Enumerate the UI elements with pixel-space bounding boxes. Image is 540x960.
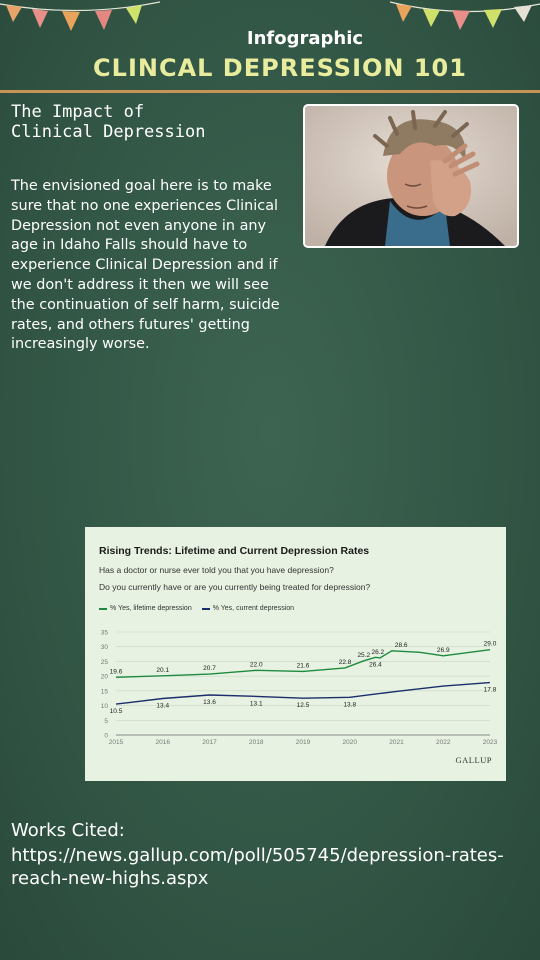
data-label: 25.2: [357, 651, 371, 659]
y-tick-label: 0: [104, 732, 108, 740]
section-title: The Impact of Clinical Depression: [11, 102, 206, 142]
x-tick-label: 2018: [249, 739, 264, 746]
legend-label-current: % Yes, current depression: [212, 605, 295, 612]
y-tick-label: 20: [100, 673, 108, 681]
data-label: 22.0: [249, 661, 263, 669]
x-tick-label: 2017: [202, 739, 217, 746]
x-tick-label: 2019: [295, 739, 311, 746]
x-tick-label: 2015: [108, 739, 124, 746]
data-label: 19.6: [109, 668, 123, 676]
data-label: 10.5: [109, 708, 123, 716]
data-label: 29.0: [483, 640, 497, 648]
y-tick-label: 25: [100, 658, 108, 666]
y-tick-label: 35: [100, 629, 108, 637]
y-tick-label: 5: [104, 717, 108, 725]
chart-question-2: Do you currently have or are you currently being treated for depression?: [99, 582, 371, 592]
data-label: 13.8: [343, 701, 357, 709]
x-tick-label: 2023: [482, 739, 498, 746]
data-label: 17.8: [483, 686, 497, 694]
data-label: 26.4: [369, 661, 382, 669]
page-title: CLINCAL DEPRESSION 101: [93, 54, 467, 82]
data-label: 22.8: [338, 658, 352, 666]
x-tick-label: 2022: [436, 739, 451, 746]
works-cited-url[interactable]: https://news.gallup.com/poll/505745/depression-rates-reach-new-highs.aspx: [11, 845, 504, 889]
chart-title: Rising Trends: Lifetime and Current Depression Rates: [99, 545, 370, 557]
legend-label-lifetime: % Yes, lifetime depression: [110, 605, 192, 612]
data-label: 12.5: [296, 702, 310, 710]
data-label: 13.4: [156, 702, 170, 710]
x-tick-label: 2021: [389, 739, 404, 746]
header-divider: [0, 90, 540, 93]
y-tick-label: 30: [100, 644, 108, 652]
data-label: 28.6: [394, 641, 408, 649]
legend-item-lifetime: [99, 605, 192, 612]
data-label: 20.7: [203, 665, 216, 673]
chart-source: GALLUP: [455, 755, 492, 765]
data-label: 21.6: [296, 662, 310, 670]
y-tick-label: 15: [100, 688, 108, 696]
data-label: 13.6: [203, 698, 216, 706]
x-tick-label: 2020: [342, 739, 357, 746]
chart-card: [85, 527, 506, 781]
works-cited-label: Works Cited:: [11, 820, 125, 841]
data-label: 26.2: [371, 648, 385, 656]
y-tick-label: 10: [100, 703, 108, 711]
x-tick-label: 2016: [155, 739, 170, 746]
header-eyebrow: Infographic: [246, 28, 364, 49]
legend-item-current: [202, 605, 294, 612]
data-label: 13.1: [249, 700, 263, 708]
data-label: 20.1: [156, 666, 170, 674]
chart-question-1: Has a doctor or nurse ever told you that you have depression?: [99, 565, 334, 575]
body-paragraph: The envisioned goal here is to make sure that no one experiences Clinical Depression not even anyone in any age in Idaho Falls should have to experience Clinical Depression and if we don't address it then we will see the continuation of self harm, suicide rates, and others futures' getting increasingly worse.: [11, 178, 280, 353]
distressed-man-photo: [303, 104, 519, 248]
data-label: 26.9: [436, 646, 450, 654]
chart-legend: [99, 605, 304, 612]
